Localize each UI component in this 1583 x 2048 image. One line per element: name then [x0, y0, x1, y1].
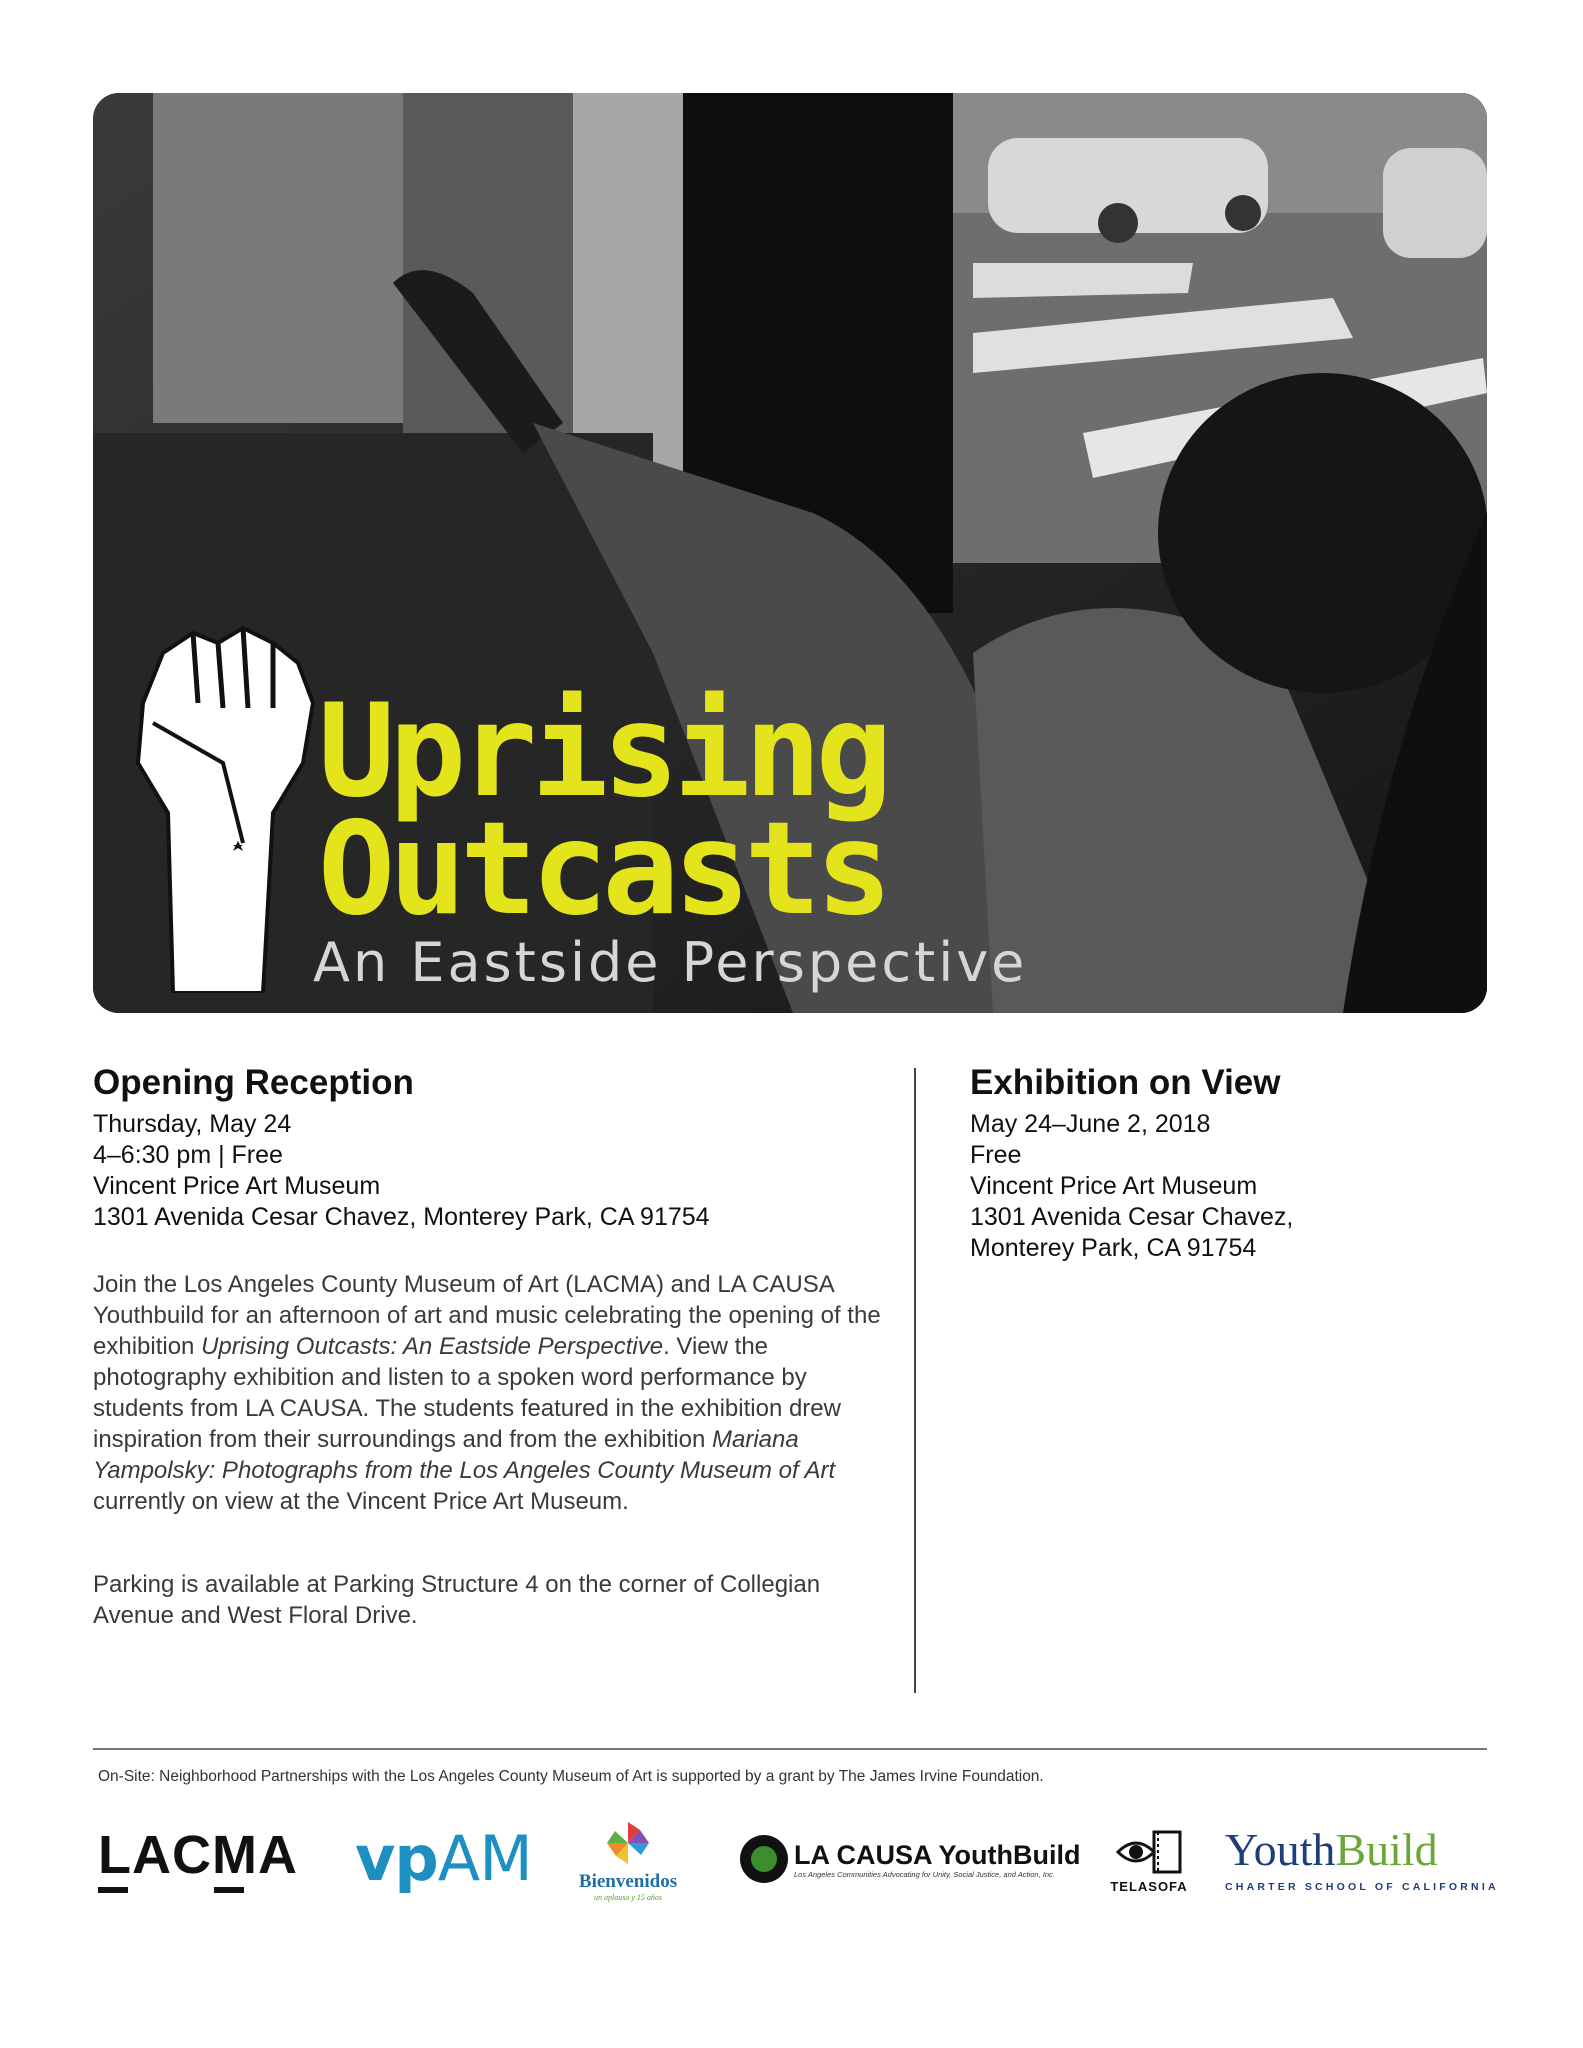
event-description: [93, 1269, 883, 1631]
lacma-wordmark: LACMA: [98, 1825, 298, 1885]
footer-divider: [93, 1748, 1487, 1750]
reception-date: Thursday, May 24: [93, 1110, 292, 1138]
exhibition-on-view-heading: Exhibition on View: [970, 1063, 1281, 1102]
exhibition-address-line2: Monterey Park, CA 91754: [970, 1234, 1257, 1262]
reception-time: 4–6:30 pm | Free: [93, 1141, 283, 1169]
hero-banner: [93, 93, 1487, 1013]
youthbuild-build: Build: [1335, 1824, 1438, 1875]
title-line-outcasts: Outcasts: [318, 795, 887, 944]
exhibition-subtitle: An Eastside Perspective: [313, 931, 1028, 994]
parking-info: Parking is available at Parking Structure 4 on the corner of Collegian Avenue and West Floral Drive.: [93, 1571, 821, 1629]
exhibition-price: Free: [970, 1141, 1022, 1169]
bienvenidos-logo: [568, 1820, 688, 1902]
description-text-3: currently on view at the Vincent Price Art Museum.: [93, 1488, 629, 1515]
telasofa-wordmark: TELASOFA: [1110, 1879, 1188, 1894]
reception-details: [93, 1109, 893, 1233]
exhibition-title: [318, 677, 887, 944]
vpam-vp: vp: [355, 1822, 438, 1895]
funding-credit: On-Site: Neighborhood Partnerships with the Los Angeles County Museum of Art is supported by a grant by The James Irvine Foundation.: [98, 1768, 1044, 1785]
lacma-bars: [98, 1887, 298, 1893]
vpam-am: AM: [437, 1822, 532, 1895]
raised-fist-icon: [123, 613, 323, 993]
la-causa-logo: [740, 1835, 1080, 1883]
la-causa-emblem-icon: [740, 1835, 788, 1883]
pinwheel-icon: [605, 1820, 651, 1866]
la-causa-tagline: Los Angeles Communities Advocating for Unity, Social Justice, and Action, Inc.: [794, 1869, 1055, 1879]
description-paragraph: [93, 1269, 883, 1517]
youthbuild-wordmark: [1225, 1825, 1499, 1875]
exhibition-title-italic: Uprising Outcasts: An Eastside Perspective: [201, 1333, 664, 1360]
reception-venue: Vincent Price Art Museum: [93, 1172, 381, 1200]
eye-film-icon: [1114, 1830, 1184, 1874]
description-text-1: Join the Los Angeles County Museum of Art (LACMA) and LA CAUSA Youthbuild for an afternoon of art and music celebrating the opening of the exhibition: [93, 1271, 881, 1360]
bienvenidos-wordmark: Bienvenidos: [578, 1871, 678, 1892]
youthbuild-logo: [1225, 1825, 1499, 1893]
yampolsky-title-italic: Mariana Yampolsky: Photographs from the Los Angeles County Museum of Art: [93, 1426, 836, 1484]
bienvenidos-tagline: un aplauso y 15 años: [594, 1893, 662, 1902]
opening-reception-heading: Opening Reception: [93, 1063, 414, 1102]
opening-reception-section: [93, 1063, 893, 1683]
column-divider: [914, 1068, 916, 1693]
la-causa-wordmark: LA CAUSA YouthBuild: [794, 1839, 1081, 1870]
lacma-logo: [98, 1825, 298, 1893]
exhibition-address-line1: 1301 Avenida Cesar Chavez,: [970, 1203, 1294, 1231]
telasofa-logo: [1108, 1830, 1190, 1894]
exhibition-venue: Vincent Price Art Museum: [970, 1172, 1258, 1200]
vpam-logo: [355, 1822, 532, 1895]
title-line-uprising: Uprising: [318, 677, 887, 826]
exhibition-dates: May 24–June 2, 2018: [970, 1110, 1211, 1138]
youthbuild-subtitle: CHARTER SCHOOL OF CALIFORNIA: [1225, 1881, 1499, 1893]
description-text-2: . View the photography exhibition and listen to a spoken word performance by students from LA CAUSA. The students featured in the exhibition drew inspiration from their surroundings and from the exhibition: [93, 1333, 841, 1453]
youthbuild-youth: Youth: [1225, 1824, 1336, 1875]
exhibition-on-view-section: [970, 1063, 1470, 1264]
reception-address: 1301 Avenida Cesar Chavez, Monterey Park, CA 91754: [93, 1203, 710, 1231]
exhibition-details: [970, 1109, 1470, 1264]
